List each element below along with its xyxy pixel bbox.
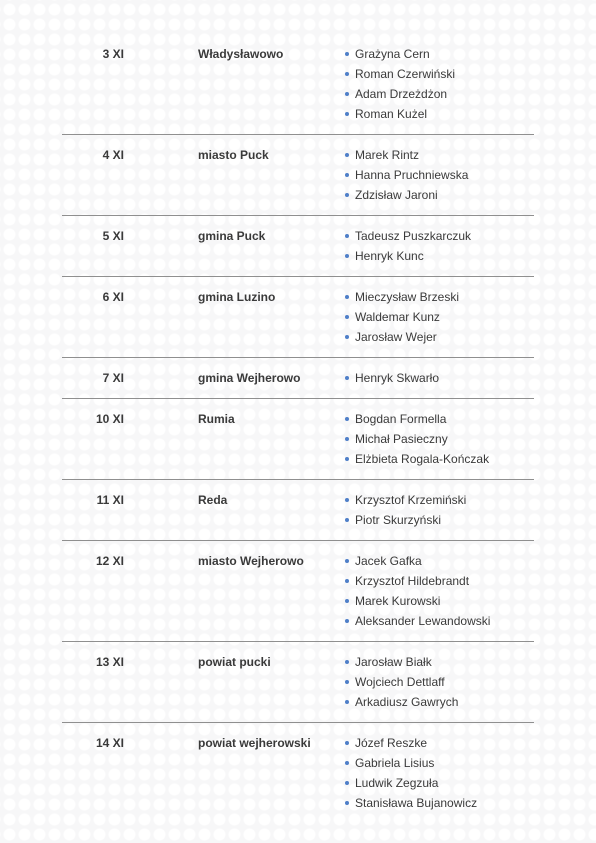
bullet-icon [345, 559, 349, 563]
person-item [345, 611, 534, 631]
row-place: Rumia [198, 412, 235, 426]
schedule-row [62, 216, 534, 277]
people-list [62, 145, 534, 205]
bullet-icon [345, 335, 349, 339]
person-item [345, 591, 534, 611]
person-name: Henryk Kunc [355, 249, 424, 263]
person-name: Adam Drzeżdżon [355, 87, 448, 101]
bullet-icon [345, 254, 349, 258]
person-item [345, 793, 534, 813]
person-item [345, 449, 534, 469]
schedule-row [62, 277, 534, 358]
person-item [345, 226, 534, 246]
person-item [345, 44, 534, 64]
bullet-icon [345, 781, 349, 785]
person-name: Hanna Pruchniewska [355, 168, 469, 182]
bullet-icon [345, 92, 349, 96]
row-place: gmina Puck [198, 229, 266, 243]
bullet-icon [345, 193, 349, 197]
person-item [345, 429, 534, 449]
row-date: 14 XI [95, 736, 124, 750]
person-item [345, 368, 534, 388]
bullet-icon [345, 417, 349, 421]
person-name: Józef Reszke [355, 736, 428, 750]
row-date: 13 XI [95, 655, 124, 669]
bullet-icon [345, 599, 349, 603]
bullet-icon [345, 315, 349, 319]
person-item [345, 145, 534, 165]
schedule-row [62, 541, 534, 642]
person-item [345, 571, 534, 591]
bullet-icon [345, 741, 349, 745]
person-item [345, 185, 534, 205]
bullet-icon [345, 761, 349, 765]
schedule-row [62, 34, 534, 135]
bullet-icon [345, 437, 349, 441]
person-item [345, 510, 534, 530]
person-name: Marek Rintz [355, 148, 420, 162]
schedule-table [62, 34, 534, 823]
person-name: Ludwik Zegzuła [355, 776, 439, 790]
schedule-row [62, 358, 534, 399]
bullet-icon [345, 173, 349, 177]
person-name: Gabriela Lisius [355, 756, 435, 770]
person-name: Zdzisław Jaroni [355, 188, 438, 202]
person-name: Bogdan Formella [355, 412, 447, 426]
person-name: Stanisława Bujanowicz [355, 796, 478, 810]
person-item [345, 165, 534, 185]
people-list [62, 44, 534, 124]
person-name: Henryk Skwarło [355, 371, 440, 385]
row-date: 6 XI [102, 290, 124, 304]
row-place: miasto Puck [198, 148, 269, 162]
bullet-icon [345, 498, 349, 502]
row-place: miasto Wejherowo [198, 554, 304, 568]
people-list [62, 652, 534, 712]
bullet-icon [345, 619, 349, 623]
bullet-icon [345, 52, 349, 56]
person-name: Mieczysław Brzeski [355, 290, 460, 304]
schedule-row [62, 399, 534, 480]
person-item [345, 409, 534, 429]
person-name: Jacek Gafka [355, 554, 422, 568]
person-item [345, 692, 534, 712]
row-date: 12 XI [95, 554, 124, 568]
row-place: gmina Wejherowo [198, 371, 301, 385]
people-list [62, 490, 534, 530]
person-item [345, 652, 534, 672]
people-list [62, 226, 534, 266]
person-name: Tadeusz Puszkarczuk [355, 229, 472, 243]
person-name: Jarosław Wejer [355, 330, 437, 344]
person-item [345, 104, 534, 124]
row-date: 11 XI [96, 493, 124, 507]
person-name: Roman Kużel [355, 107, 428, 121]
people-list [62, 287, 534, 347]
person-name: Aleksander Lewandowski [355, 614, 491, 628]
person-name: Krzysztof Hildebrandt [355, 574, 470, 588]
row-place: gmina Luzino [198, 290, 276, 304]
row-date: 10 XI [95, 412, 124, 426]
schedule-row [62, 723, 534, 823]
person-item [345, 84, 534, 104]
person-item [345, 327, 534, 347]
bullet-icon [345, 680, 349, 684]
bullet-icon [345, 801, 349, 805]
person-name: Arkadiusz Gawrych [355, 695, 459, 709]
row-date: 4 XI [102, 148, 124, 162]
person-name: Wojciech Dettlaff [355, 675, 445, 689]
row-place: powiat pucki [198, 655, 271, 669]
bullet-icon [345, 660, 349, 664]
person-name: Waldemar Kunz [355, 310, 440, 324]
person-name: Grażyna Cern [355, 47, 430, 61]
row-date: 3 XI [102, 47, 124, 61]
row-place: Władysławowo [198, 47, 284, 61]
bullet-icon [345, 700, 349, 704]
bullet-icon [345, 295, 349, 299]
person-item [345, 246, 534, 266]
person-item [345, 307, 534, 327]
schedule-row [62, 135, 534, 216]
person-name: Piotr Skurzyński [355, 513, 442, 527]
row-date: 5 XI [102, 229, 124, 243]
row-date: 7 XI [102, 371, 124, 385]
person-item [345, 733, 534, 753]
row-place: powiat wejherowski [198, 736, 311, 750]
person-item [345, 64, 534, 84]
person-name: Michał Pasieczny [355, 432, 448, 446]
person-item [345, 773, 534, 793]
bullet-icon [345, 153, 349, 157]
bullet-icon [345, 72, 349, 76]
row-place: Reda [198, 493, 228, 507]
person-item [345, 672, 534, 692]
person-item [345, 551, 534, 571]
person-name: Krzysztof Krzemiński [355, 493, 467, 507]
person-name: Elżbieta Rogala-Kończak [355, 452, 490, 466]
bullet-icon [345, 579, 349, 583]
schedule-row [62, 480, 534, 541]
person-name: Marek Kurowski [355, 594, 441, 608]
person-name: Roman Czerwiński [355, 67, 456, 81]
bullet-icon [345, 457, 349, 461]
people-list [62, 409, 534, 469]
person-item [345, 490, 534, 510]
bullet-icon [345, 234, 349, 238]
bullet-icon [345, 376, 349, 380]
person-name: Jarosław Białk [355, 655, 432, 669]
bullet-icon [345, 518, 349, 522]
bullet-icon [345, 112, 349, 116]
person-item [345, 753, 534, 773]
schedule-row [62, 642, 534, 723]
person-item [345, 287, 534, 307]
